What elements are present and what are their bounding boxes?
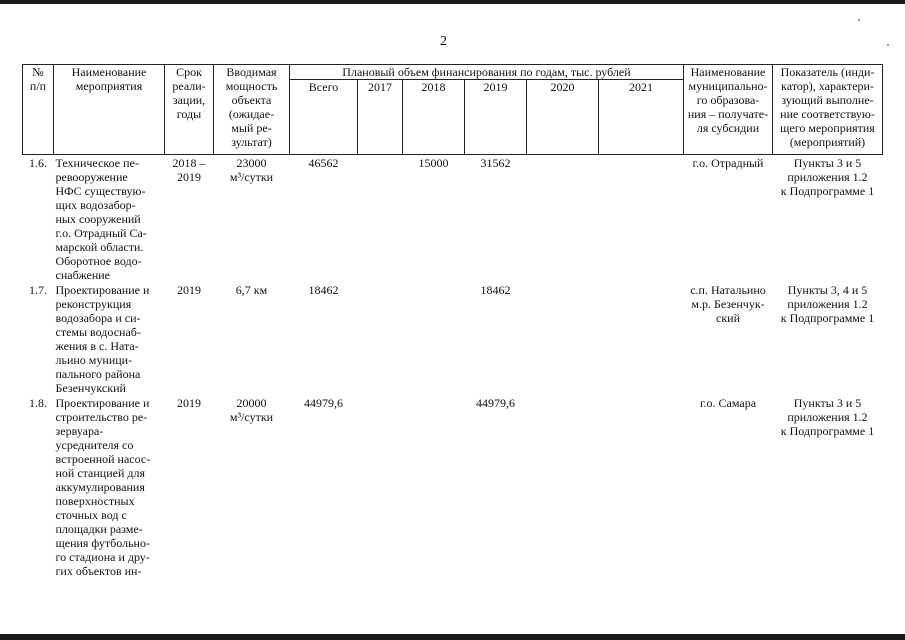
header-municipality: Наименование муниципально- го образова- ния – получате- ля субсидии — [684, 65, 773, 155]
row-2018: 15000 — [418, 156, 449, 170]
row-2019: 31562 — [480, 156, 511, 170]
table-row — [23, 395, 883, 578]
header-year-2021: 2021 — [599, 80, 684, 155]
row-2021 — [599, 155, 684, 283]
row-name: Проектирование и реконструкция водозабора и си- стемы водоснаб- жения в с. Ната- льино муници- пального района Безенчукский — [55, 283, 150, 395]
row-2020 — [527, 395, 599, 578]
row-number: 1.6. — [29, 156, 47, 170]
row-municipality: г.о. Отрадный — [692, 156, 764, 170]
row-term: 2019 — [177, 396, 201, 410]
row-indicator: Пункты 3, 4 и 5 приложения 1.2 к Подпрограмме 1 — [780, 283, 875, 325]
row-term: 2019 — [177, 283, 201, 297]
row-indicator: Пункты 3 и 5 приложения 1.2 к Подпрограмме 1 — [780, 156, 875, 198]
row-indicator: Пункты 3 и 5 приложения 1.2 к Подпрограмме 1 — [780, 396, 875, 438]
header-name: Наименование мероприятия — [54, 65, 165, 155]
row-2020 — [527, 155, 599, 283]
row-number: 1.7. — [29, 283, 47, 297]
scan-speck — [858, 19, 860, 21]
header-no: № п/п — [23, 65, 54, 155]
row-total: 44979,6 — [304, 396, 343, 410]
header-year-2017: 2017 — [358, 80, 403, 155]
row-2019: 18462 — [480, 283, 511, 297]
row-total: 46562 — [308, 156, 339, 170]
row-name: Техническое пе- ревооружение НФС существую- щих водозабор- ных сооружений г.о. Отрадный Са- марской области. Оборотное водо- снабжение — [55, 156, 147, 282]
table-row — [23, 155, 883, 283]
row-2021 — [599, 282, 684, 395]
row-2019: 44979,6 — [476, 396, 515, 410]
header-year-2020: 2020 — [527, 80, 599, 155]
header-funding-group: Плановый объем финансирования по годам, тыс. рублей — [290, 65, 684, 80]
row-capacity: 6,7 км — [235, 283, 268, 297]
scan-top-border — [0, 0, 905, 4]
row-2017 — [358, 395, 403, 578]
header-total: Всего — [290, 80, 358, 155]
row-name: Проектирование и строительство ре- зервуара- усреднителя со встроенной насос- ной станцией для аккумулирования поверхностных сточных вод с площадки разме- щения футбольно- го стадиона и дру- гих объектов ин- — [55, 396, 151, 578]
row-municipality: с.п. Натальино м.р. Безенчук- ский — [690, 283, 766, 325]
page-number: 2 — [440, 34, 447, 49]
row-number: 1.8. — [29, 396, 47, 410]
row-capacity: 23000 м³/сутки — [229, 156, 274, 184]
row-term: 2018 – 2019 — [172, 156, 206, 184]
row-2018 — [403, 282, 465, 395]
table-row — [23, 282, 883, 395]
header-term: Срок реали- зации, годы — [165, 65, 214, 155]
scan-bottom-border — [0, 634, 905, 640]
header-capacity: Вводимая мощность объекта (ожидае- мый ре- зультат) — [214, 65, 290, 155]
table-header — [23, 65, 883, 155]
funding-table — [22, 64, 883, 578]
row-2020 — [527, 282, 599, 395]
scan-speck — [887, 44, 889, 46]
header-indicator: Показатель (инди- катор), характери- зующий выполне- ние соответствую- щего мероприятия (мероприятий) — [773, 65, 883, 155]
row-2017 — [358, 155, 403, 283]
row-2017 — [358, 282, 403, 395]
row-municipality: г.о. Самара — [699, 396, 757, 410]
row-capacity: 20000 м³/сутки — [229, 396, 274, 424]
header-year-2018: 2018 — [403, 80, 465, 155]
row-2021 — [599, 395, 684, 578]
row-total: 18462 — [308, 283, 339, 297]
header-year-2019: 2019 — [465, 80, 527, 155]
row-2018 — [403, 395, 465, 578]
